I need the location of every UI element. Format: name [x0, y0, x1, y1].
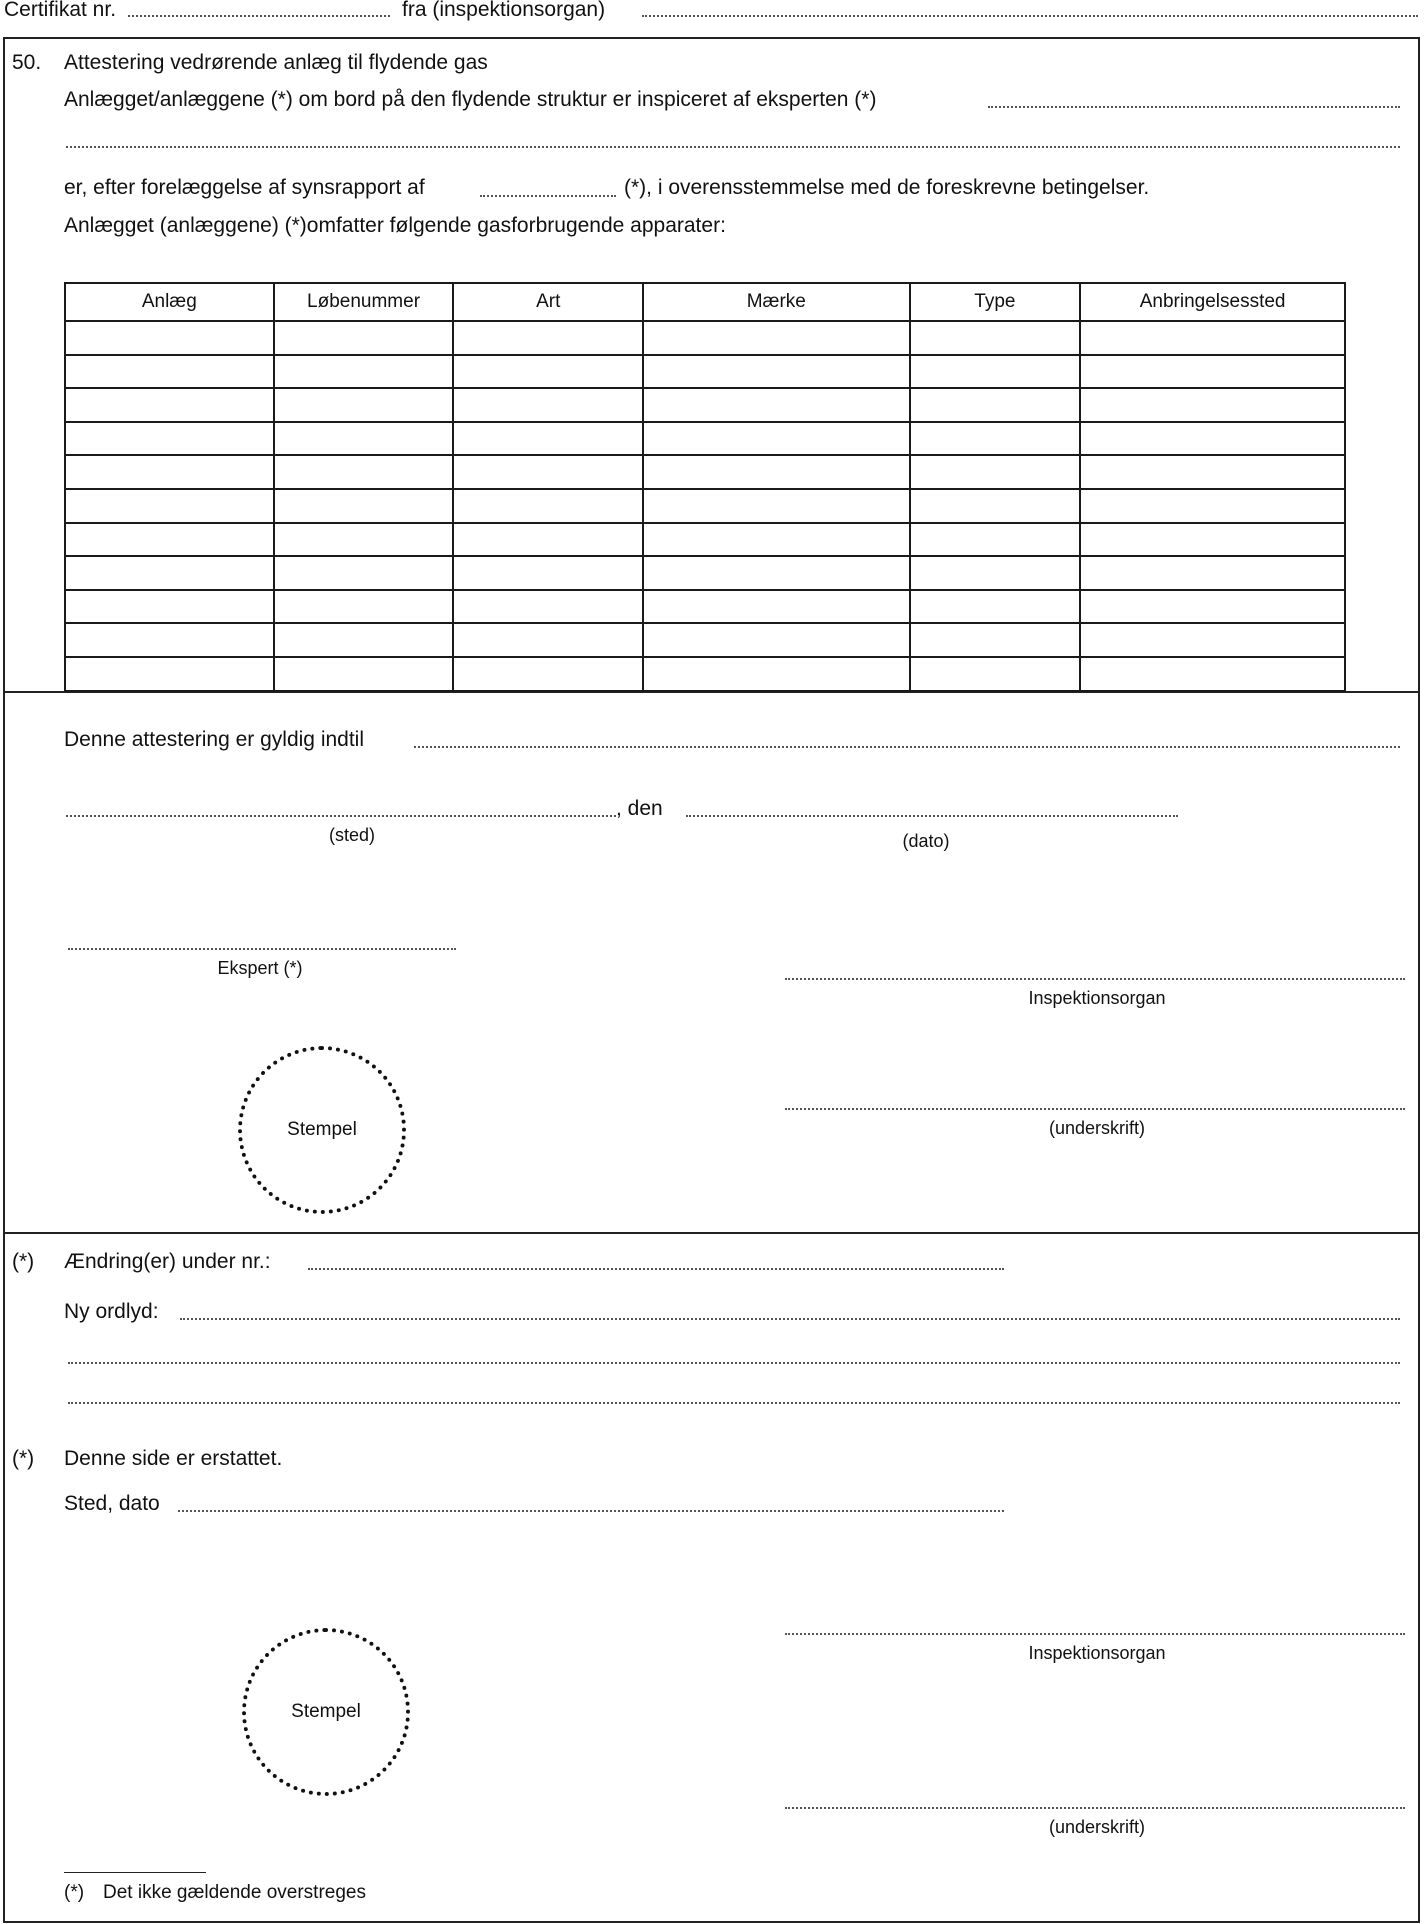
table-cell[interactable] — [453, 388, 643, 422]
table-cell[interactable] — [65, 455, 274, 489]
inspection-statement: Anlægget/anlæggene (*) om bord på den flydende struktur er inspiceret af eksperten (*) — [64, 88, 877, 111]
table-cell[interactable] — [65, 556, 274, 590]
table-cell[interactable] — [274, 590, 454, 624]
new-wording-field-line-3[interactable] — [68, 1402, 1400, 1404]
table-cell[interactable] — [643, 657, 910, 691]
section-number: 50. — [12, 51, 42, 74]
table-cell[interactable] — [910, 556, 1081, 590]
table-cell[interactable] — [910, 355, 1081, 389]
table-cell[interactable] — [65, 623, 274, 657]
table-cell[interactable] — [643, 422, 910, 456]
table-cell[interactable] — [274, 355, 454, 389]
table-row — [65, 590, 1345, 624]
column-header-anlaeg: Anlæg — [65, 283, 274, 321]
table-cell[interactable] — [910, 657, 1081, 691]
valid-until-field[interactable] — [414, 746, 1400, 748]
amendment-inspection-body-caption: Inspektionsorgan — [1028, 1643, 1166, 1663]
table-cell[interactable] — [1080, 623, 1345, 657]
changes-label: Ændring(er) under nr.: — [64, 1250, 271, 1273]
table-cell[interactable] — [1080, 355, 1345, 389]
section-divider-2 — [3, 1232, 1418, 1234]
table-cell[interactable] — [1080, 455, 1345, 489]
table-cell[interactable] — [65, 489, 274, 523]
table-cell[interactable] — [1080, 321, 1345, 355]
table-cell[interactable] — [65, 657, 274, 691]
table-cell[interactable] — [453, 455, 643, 489]
table-row — [65, 355, 1345, 389]
issuer-label: fra (inspektionsorgan) — [402, 0, 606, 21]
table-cell[interactable] — [65, 422, 274, 456]
table-row — [65, 321, 1345, 355]
certificate-number-field[interactable] — [128, 15, 390, 17]
table-cell[interactable] — [274, 388, 454, 422]
valid-until-label: Denne attestering er gyldig indtil — [64, 728, 365, 751]
replaced-marker: (*) — [12, 1447, 35, 1470]
table-cell[interactable] — [65, 388, 274, 422]
new-wording-label: Ny ordlyd: — [64, 1300, 159, 1323]
table-cell[interactable] — [643, 523, 910, 557]
table-cell[interactable] — [1080, 388, 1345, 422]
table-cell[interactable] — [643, 489, 910, 523]
table-row — [65, 623, 1345, 657]
footnote-marker: (*) — [64, 1882, 85, 1903]
date-field[interactable] — [686, 815, 1178, 817]
page-replaced-label: Denne side er erstattet. — [64, 1447, 283, 1470]
table-cell[interactable] — [274, 657, 454, 691]
table-cell[interactable] — [1080, 489, 1345, 523]
table-row — [65, 455, 1345, 489]
inspection-body-caption: Inspektionsorgan — [1028, 988, 1166, 1008]
new-wording-field-line-2[interactable] — [68, 1362, 1400, 1364]
table-cell[interactable] — [1080, 556, 1345, 590]
stamp-area — [238, 1046, 406, 1214]
table-cell[interactable] — [453, 422, 643, 456]
table-row — [65, 556, 1345, 590]
table-header-row — [65, 283, 1345, 321]
table-cell[interactable] — [643, 321, 910, 355]
table-cell[interactable] — [910, 321, 1081, 355]
survey-report-prefix: er, efter forelæggelse af synsrapport af — [64, 176, 425, 199]
table-cell[interactable] — [453, 523, 643, 557]
table-row — [65, 523, 1345, 557]
expert-name-field-continued[interactable] — [66, 146, 1400, 148]
survey-report-date-field[interactable] — [480, 195, 616, 197]
table-cell[interactable] — [1080, 422, 1345, 456]
table-cell[interactable] — [910, 489, 1081, 523]
table-row — [65, 657, 1345, 691]
amendment-signature-field[interactable] — [785, 1807, 1405, 1809]
table-cell[interactable] — [643, 623, 910, 657]
table-cell[interactable] — [1080, 657, 1345, 691]
table-cell[interactable] — [643, 355, 910, 389]
appliances-table-body — [65, 321, 1345, 691]
place-date-field[interactable] — [178, 1510, 1004, 1512]
table-cell[interactable] — [274, 523, 454, 557]
column-header-anbringelsessted: Anbringelsessted — [1080, 283, 1345, 321]
issuer-field[interactable] — [642, 15, 1418, 17]
appliances-intro: Anlægget (anlæggene) (*)omfatter følgende gasforbrugende apparater: — [64, 214, 726, 237]
table-cell[interactable] — [453, 489, 643, 523]
table-cell[interactable] — [453, 657, 643, 691]
appliances-table — [64, 282, 1346, 692]
column-header-loebenummer: Løbenummer — [274, 283, 454, 321]
table-cell[interactable] — [453, 355, 643, 389]
table-cell[interactable] — [1080, 523, 1345, 557]
place-caption: (sted) — [328, 825, 375, 845]
footnote-text: Det ikke gældende overstreges — [103, 1882, 366, 1903]
table-cell[interactable] — [274, 556, 454, 590]
certificate-number-label: Certifikat nr. — [4, 0, 117, 21]
expert-caption: Ekspert (*) — [217, 958, 303, 978]
inspection-body-field[interactable] — [785, 978, 1405, 980]
amendment-stamp-label: Stempel — [291, 1701, 361, 1722]
table-cell[interactable] — [910, 523, 1081, 557]
table-row — [65, 422, 1345, 456]
table-cell[interactable] — [643, 455, 910, 489]
table-row — [65, 489, 1345, 523]
amendment-signature-caption: (underskrift) — [1048, 1817, 1146, 1837]
column-header-art: Art — [453, 283, 643, 321]
amendment-inspection-body-field[interactable] — [785, 1633, 1405, 1635]
footnote-rule — [64, 1872, 206, 1873]
column-header-type: Type — [910, 283, 1081, 321]
column-header-maerke: Mærke — [643, 283, 910, 321]
table-cell[interactable] — [274, 455, 454, 489]
date-separator-label: , den — [616, 797, 663, 820]
table-cell[interactable] — [274, 422, 454, 456]
table-cell[interactable] — [274, 623, 454, 657]
table-cell[interactable] — [910, 422, 1081, 456]
table-cell[interactable] — [643, 556, 910, 590]
table-cell[interactable] — [65, 590, 274, 624]
table-cell[interactable] — [910, 455, 1081, 489]
amendment-stamp-area — [242, 1628, 410, 1796]
section-title: Attestering vedrørende anlæg til flydende gas — [64, 51, 488, 74]
table-cell[interactable] — [910, 623, 1081, 657]
place-field[interactable] — [66, 815, 616, 817]
expert-name-field[interactable] — [988, 106, 1400, 108]
expert-signature-field[interactable] — [68, 948, 456, 950]
new-wording-field[interactable] — [180, 1318, 1400, 1320]
table-cell[interactable] — [65, 321, 274, 355]
table-row — [65, 388, 1345, 422]
table-cell[interactable] — [65, 523, 274, 557]
place-date-label: Sted, dato — [64, 1492, 160, 1515]
table-cell[interactable] — [643, 590, 910, 624]
table-cell[interactable] — [274, 321, 454, 355]
table-cell[interactable] — [453, 590, 643, 624]
changes-field[interactable] — [308, 1268, 1004, 1270]
date-caption: (dato) — [902, 831, 950, 851]
table-cell[interactable] — [453, 623, 643, 657]
signature-field[interactable] — [785, 1108, 1405, 1110]
survey-report-suffix: (*), i overensstemmelse med de foreskrevne betingelser. — [624, 176, 1150, 199]
table-cell[interactable] — [1080, 590, 1345, 624]
table-cell[interactable] — [910, 388, 1081, 422]
table-cell[interactable] — [910, 590, 1081, 624]
table-cell[interactable] — [643, 388, 910, 422]
stamp-label: Stempel — [287, 1119, 357, 1140]
table-cell[interactable] — [274, 489, 454, 523]
table-cell[interactable] — [65, 355, 274, 389]
amendment-marker: (*) — [12, 1250, 35, 1273]
table-cell[interactable] — [453, 321, 643, 355]
table-cell[interactable] — [453, 556, 643, 590]
signature-caption: (underskrift) — [1048, 1118, 1146, 1138]
